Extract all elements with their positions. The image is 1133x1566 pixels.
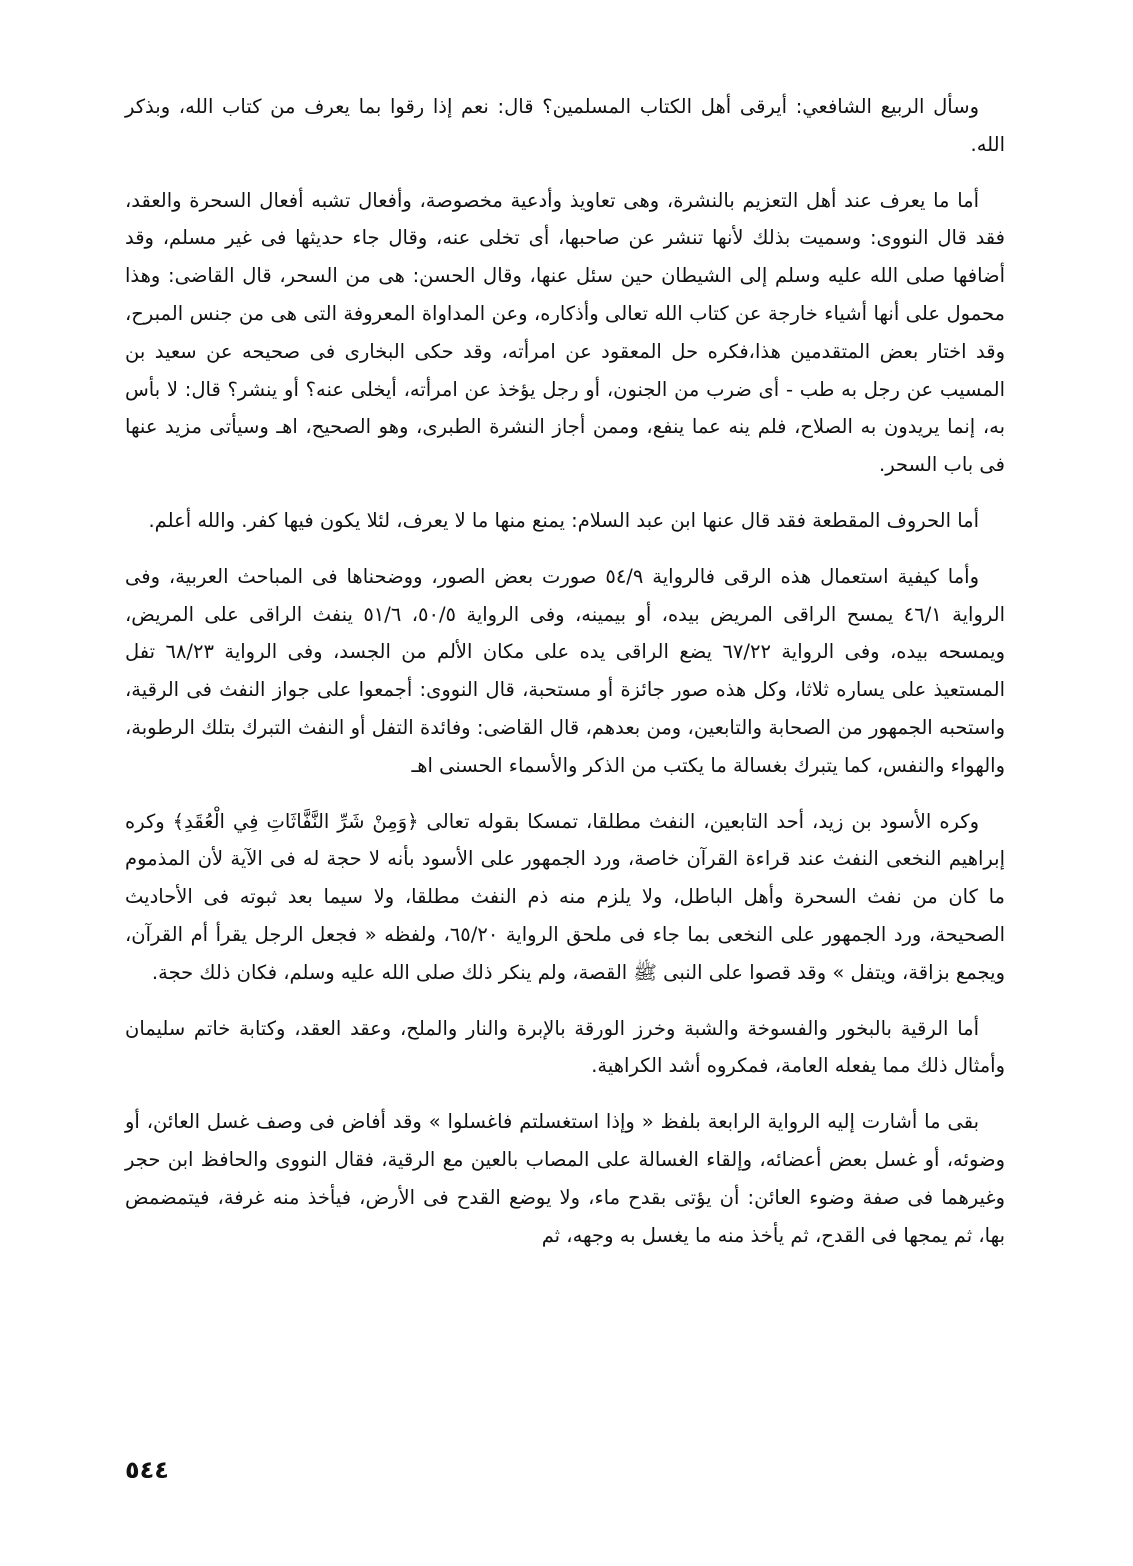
paragraph: وأما كيفية استعمال هذه الرقى فالرواية ٥٤/٩ صورت بعض الصور، ووضحناها فى المباحث العربية، وفى الرواية ٤٦/١ يمسح الراقى المريض بيده، أو بيمينه، وفى الرواية ٥٠/٥، ٥١/٦ ينفث الراقى على المريض، ويمسحه بيده، وفى الرواية ٦٧/٢٢ يضع الراقى يده على مكان الألم من الجسد، وفى الرواية ٦٨/٢٣ تفل المستعيذ على يساره ثلاثا، وكل هذه صور جائزة أو مستحبة، قال النووى: أجمعوا على جواز النفث فى الرقية، واستحبه الجمهور من الصحابة والتابعين، ومن بعدهم، قال القاضى: وفائدة التفل أو النفث التبرك بتلك الرطوبة، والهواء والنفس، كما يتبرك بغسالة ما يكتب من الذكر والأسماء الحسنى اهـ [125,564,1006,777]
paragraph: أما ما يعرف عند أهل التعزيم بالنشرة، وهى تعاويذ وأدعية مخصوصة، وأفعال تشبه أفعال السحرة والعقد، فقد قال النووى: وسميت بذلك لأنها تنشر عن صاحبها، أى تخلى عنه، وقال جاء حديثها فى غير مسلم، وقد أضافها صلى الله عليه وسلم إلى الشيطان حين سئل عنها، وقال الحسن: هى من السحر، قال القاضى: وهذا محمول على أنها أشياء خارجة عن كتاب الله تعالى وأذكاره، وعن المداواة المعروفة التى هى من جنس المبرح، وقد اختار بعض المتقدمين هذا،فكره حل المعقود عن امرأته، وقد حكى البخارى فى صحيحه عن سعيد بن المسيب عن رجل به طب - أى ضرب من الجنون، أو رجل يؤخذ عن امرأته، أيخلى عنه؟ أو ينشر؟ قال: لا بأس به، إنما يريدون به الصلاح، فلم ينه عما ينفع، وممن أجاز النشرة الطبرى، وهو الصحيح، اهـ وسيأتى مزيد عنها فى باب السحر. [125,188,1005,477]
page-body [125,88,1005,1272]
paragraph: أما الحروف المقطعة فقد قال عنها ابن عبد السلام: يمنع منها ما لا يعرف، لئلا يكون فيها كفر. والله أعلم. [148,508,979,532]
paragraph: أما الرقية بالبخور والفسوخة والشبة وخرز الورقة بالإبرة والنار والملح، وعقد العقد، وكتابة خاتم سليمان وأمثال ذلك مما يفعله العامة، فمكروه أشد الكراهية. [125,1016,1005,1078]
paragraph: وسأل الربيع الشافعي: أيرقى أهل الكتاب المسلمين؟ قال: نعم إذا رقوا بما يعرف من كتاب الله، وبذكر الله. [125,95,1005,156]
paragraph: وكره الأسود بن زيد، أحد التابعين، النفث مطلقا، تمسكا بقوله تعالى ﴿وَمِنْ شَرِّ النَّفَّاثَاتِ فِي الْعُقَدِ﴾ وكره إبراهيم النخعى النفث عند قراءة القرآن خاصة، ورد الجمهور على الأسود بأنه لا حجة له فى الآية لأن المذموم ما كان من نفث السحرة وأهل الباطل، ولا يلزم منه ذم النفث مطلقا، ولا سيما بعد ثبوته فى الأحاديث الصحيحة، ورد الجمهور على النخعى بما جاء فى ملحق الرواية ٦٥/٢٠، ولفظه « فجعل الرجل يقرأ أم القرآن، ويجمع بزاقة، ويتفل » وقد قصوا على النبى ﷺ القصة، ولم ينكر ذلك صلى الله عليه وسلم، فكان ذلك حجة. [125,809,1005,984]
page-number: ٥٤٤ [125,1456,169,1484]
paragraph: بقى ما أشارت إليه الرواية الرابعة بلفظ « وإذا استغسلتم فاغسلوا » وقد أفاض فى وصف غسل العائن، أو وضوئه، أو غسل بعض أعضائه، وإلقاء الغسالة على المصاب بالعين مع الرقية، فقال النووى والحافظ ابن حجر وغيرهما فى صفة وضوء العائن: أن يؤتى بقدح ماء، ولا يوضع القدح فى الأرض، فيأخذ منه غرفة، فيتمضمض بها، ثم يمجها فى القدح، ثم يأخذ منه ما يغسل به وجهه، ثم [125,1110,1005,1247]
